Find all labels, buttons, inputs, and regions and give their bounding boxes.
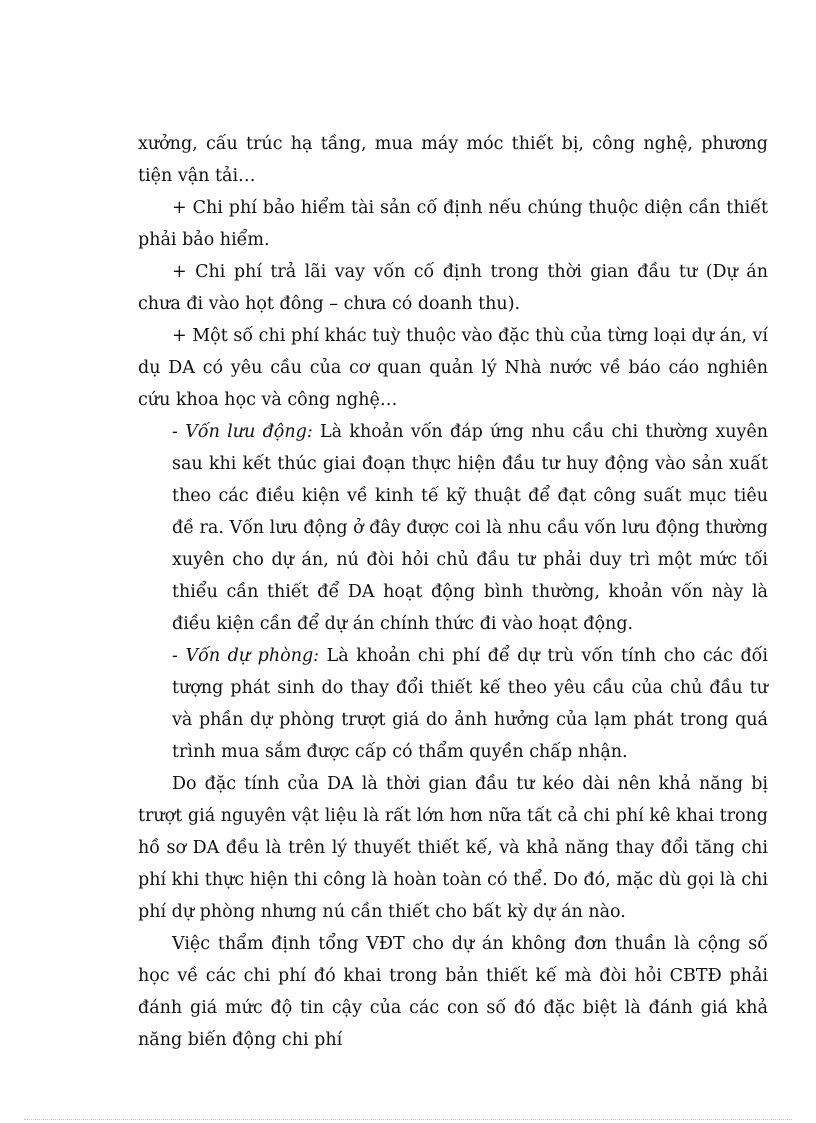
working-capital-text: Là khoản vốn đáp ứng nhu cầu chi thường xuyên sau khi kết thúc giai đoạn thực hiện đầu tư huy động vào sản xuất theo các điều kiện về kinh tế kỹ thuật để đạt công suất mục tiêu đề ra. Vốn lưu động ở đây được coi là nhu cầu vốn lưu động thường xuyên cho dự án, nú đòi hỏi chủ đầu tư phải duy trì một mức tối thiểu cần thiết để DA hoạt động bình thường, khoản vốn này là điều kiện cần để dự án chính thức đi vào hoạt động. [172, 422, 768, 634]
paragraph-other-costs: + Một số chi phí khác tuỳ thuộc vào đặc thù của từng loại dự án, ví dụ DA có yêu cầu của cơ quan quản lý Nhà nước về báo cáo nghiên cứu khoa học và công nghệ… [138, 326, 768, 410]
contingency-capital-text: Là khoản chi phí để dự trù vốn tính cho các đối tượng phát sinh do thay đổi thiết kế theo yêu cầu của chủ đầu tư và phần dự phòng trượt giá do ảnh hưởng của lạm phát trong quá trình mua sắm được cấp có thẩm quyền chấp nhận. [172, 646, 768, 762]
paragraph-continuation: xưởng, cấu trúc hạ tầng, mua máy móc thiết bị, công nghệ, phương tiện vận tải… [138, 134, 768, 186]
body-text [138, 128, 768, 1056]
page-bottom-divider [24, 1119, 792, 1120]
paragraph-interest-cost: + Chi phí trả lãi vay vốn cố định trong thời gian đầu tư (Dự án chưa đi vào họt đông – chưa có doanh thu). [138, 262, 768, 314]
paragraph-contingency-capital [138, 640, 768, 768]
paragraph-insurance-cost: + Chi phí bảo hiểm tài sản cố định nếu chúng thuộc diện cần thiết phải bảo hiểm. [138, 198, 768, 250]
paragraph-working-capital [138, 416, 768, 640]
paragraph-total-investment-appraisal: Việc thẩm định tổng VĐT cho dự án không đơn thuần là cộng số học về các chi phí đó khai trong bản thiết kế mà đòi hỏi CBTĐ phải đánh giá mức độ tin cậy của các con số đó đặc biệt là đánh giá khả năng biến động chi phí [138, 934, 768, 1050]
paragraph-price-slippage: Do đặc tính của DA là thời gian đầu tư kéo dài nên khả năng bị trượt giá nguyên vật liệu là rất lớn hơn nữa tất cả chi phí kê khai trong hồ sơ DA đều là trên lý thuyết thiết kế, và khả năng thay đổi tăng chi phí khi thực hiện thi công là hoàn toàn có thể. Do đó, mặc dù gọi là chi phí dự phòng nhưng nú cần thiết cho bất kỳ dự án nào. [138, 774, 768, 922]
term-working-capital: - Vốn lưu động: [172, 422, 313, 442]
term-contingency-capital: - Vốn dự phòng: [172, 646, 320, 666]
